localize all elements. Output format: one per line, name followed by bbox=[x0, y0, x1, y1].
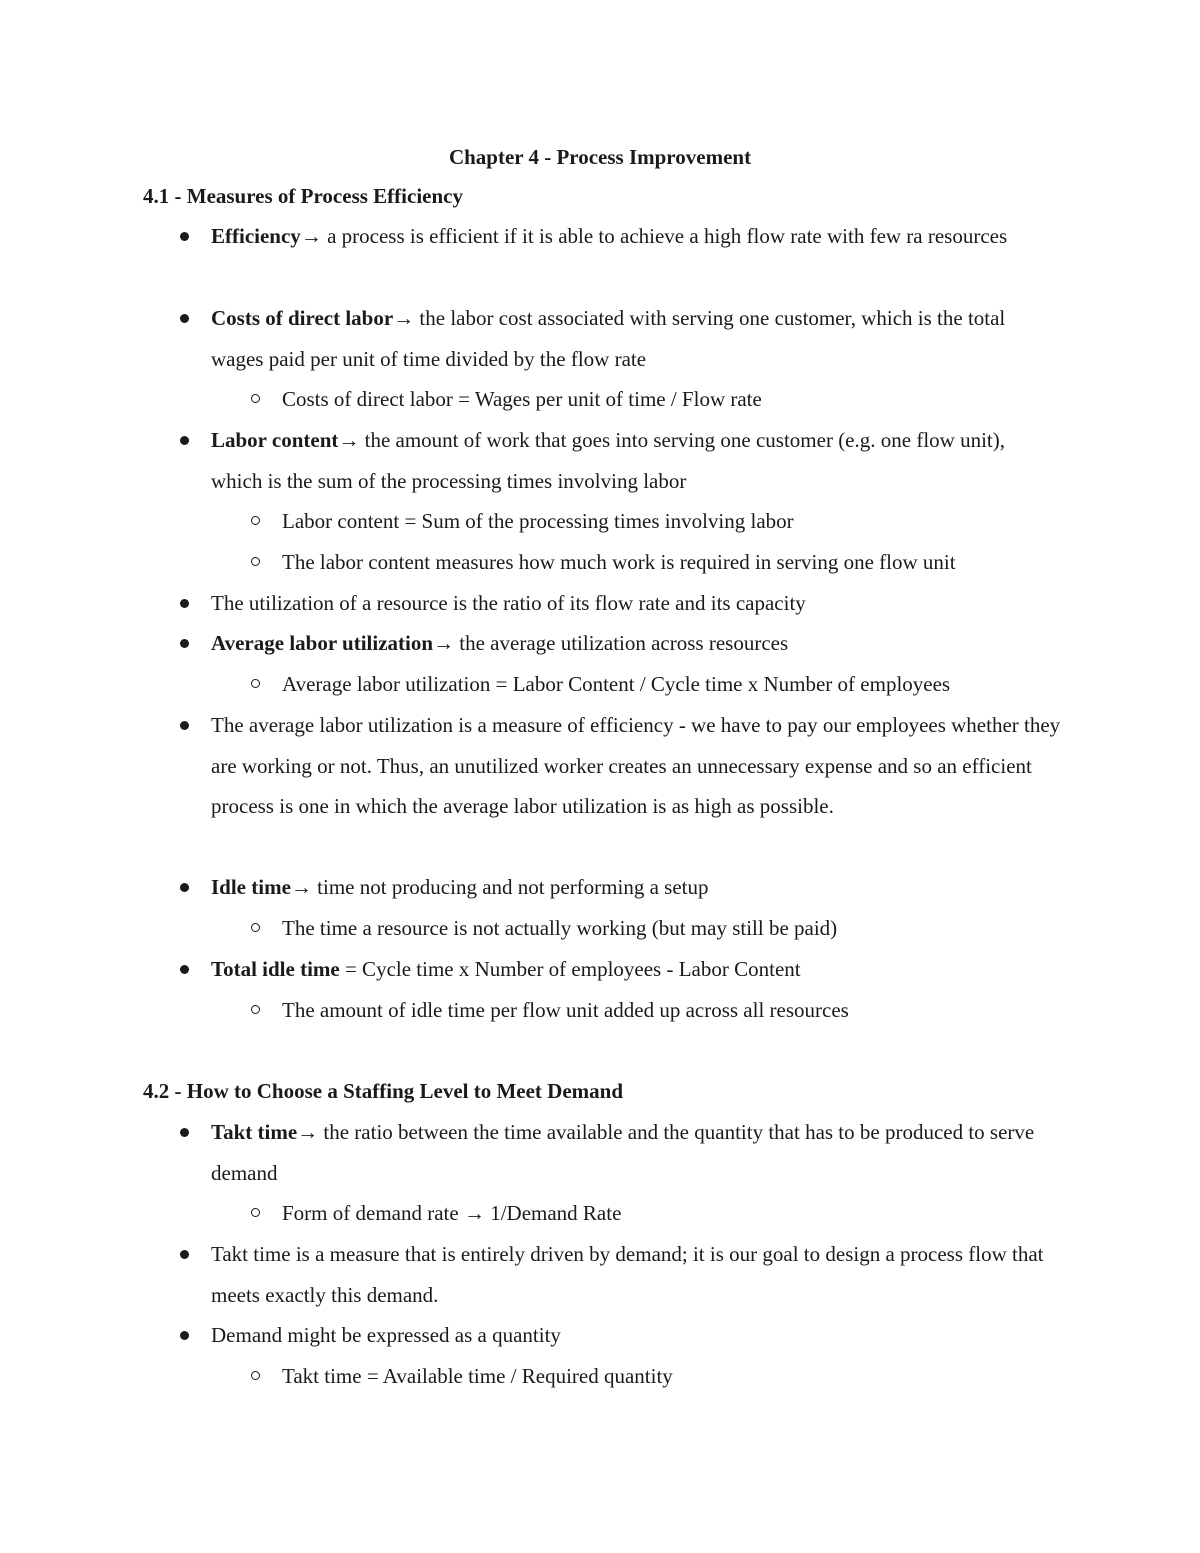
sub-item: Costs of direct labor = Wages per unit of time / Flow rate bbox=[282, 379, 1072, 420]
bullet-term: Costs of direct labor bbox=[211, 306, 394, 330]
bullet-item: Demand might be expressed as a quantity bbox=[211, 1315, 1061, 1356]
sub-item: Form of demand rate → 1/Demand Rate bbox=[282, 1193, 1072, 1234]
bullet-item bbox=[211, 1112, 1061, 1193]
bullet-item bbox=[211, 949, 1061, 990]
bullet-item bbox=[211, 867, 1061, 908]
bullet-term: Idle time bbox=[211, 875, 291, 899]
bullet-item bbox=[211, 623, 1061, 664]
arrow: → bbox=[300, 224, 322, 248]
sub-item: The amount of idle time per flow unit added up across all resources bbox=[282, 990, 1072, 1031]
bullet-text: the labor cost associated with serving one customer, which is the total wages paid per unit of time divided by the flow rate bbox=[211, 306, 1006, 371]
bullet-item: The utilization of a resource is the ratio of its flow rate and its capacity bbox=[211, 583, 1061, 624]
bullet-item bbox=[211, 420, 1061, 501]
bullet-text: the average utilization across resources bbox=[454, 631, 789, 655]
sub-item: The labor content measures how much work is required in serving one flow unit bbox=[282, 542, 1072, 583]
sub-item: Average labor utilization = Labor Content / Cycle time x Number of employees bbox=[282, 664, 1072, 705]
bullet-term: Efficiency bbox=[211, 224, 301, 248]
document-title: Chapter 4 - Process Improvement bbox=[448, 145, 752, 169]
sub-item: Takt time = Available time / Required quantity bbox=[282, 1356, 1072, 1397]
bullet-text: the ratio between the time available and the quantity that has to be produced to serve demand bbox=[211, 1120, 1035, 1185]
bullet-text: the amount of work that goes into serving one customer (e.g. one flow unit), which is the sum of the processing times involving labor bbox=[211, 428, 1005, 493]
sub-item: Labor content = Sum of the processing times involving labor bbox=[282, 501, 1072, 542]
arrow: → bbox=[393, 306, 415, 330]
bullet-item: The average labor utilization is a measure of efficiency - we have to pay our employees whether they are working or not. Thus, an unutilized worker creates an unnecessary expense and so an efficient process is one in which the average labor utilization is as high as possible. bbox=[211, 705, 1061, 827]
bullet-text: a process is efficient if it is able to achieve a high flow rate with few ra resources bbox=[321, 224, 1008, 248]
bullet-term: Takt time bbox=[211, 1120, 298, 1144]
bullet-term: Total idle time bbox=[211, 957, 340, 981]
bullet-term: Average labor utilization bbox=[211, 631, 434, 655]
bullet-text: = Cycle time x Number of employees - Labor Content bbox=[339, 957, 801, 981]
section-heading: 4.1 - Measures of Process Efficiency bbox=[143, 184, 463, 208]
section-heading: 4.2 - How to Choose a Staffing Level to Meet Demand bbox=[143, 1079, 624, 1103]
arrow: → bbox=[338, 428, 360, 452]
bullet-item bbox=[211, 298, 1061, 379]
bullet-term: Labor content bbox=[211, 428, 339, 452]
bullet-text: time not producing and not performing a setup bbox=[311, 875, 709, 899]
bullet-item bbox=[211, 216, 1061, 257]
arrow: → bbox=[297, 1120, 319, 1144]
arrow: → bbox=[433, 631, 455, 655]
bullet-item: Takt time is a measure that is entirely driven by demand; it is our goal to design a process flow that meets exactly this demand. bbox=[211, 1234, 1061, 1315]
sub-item: The time a resource is not actually working (but may still be paid) bbox=[282, 908, 1072, 949]
arrow: → bbox=[290, 875, 312, 899]
